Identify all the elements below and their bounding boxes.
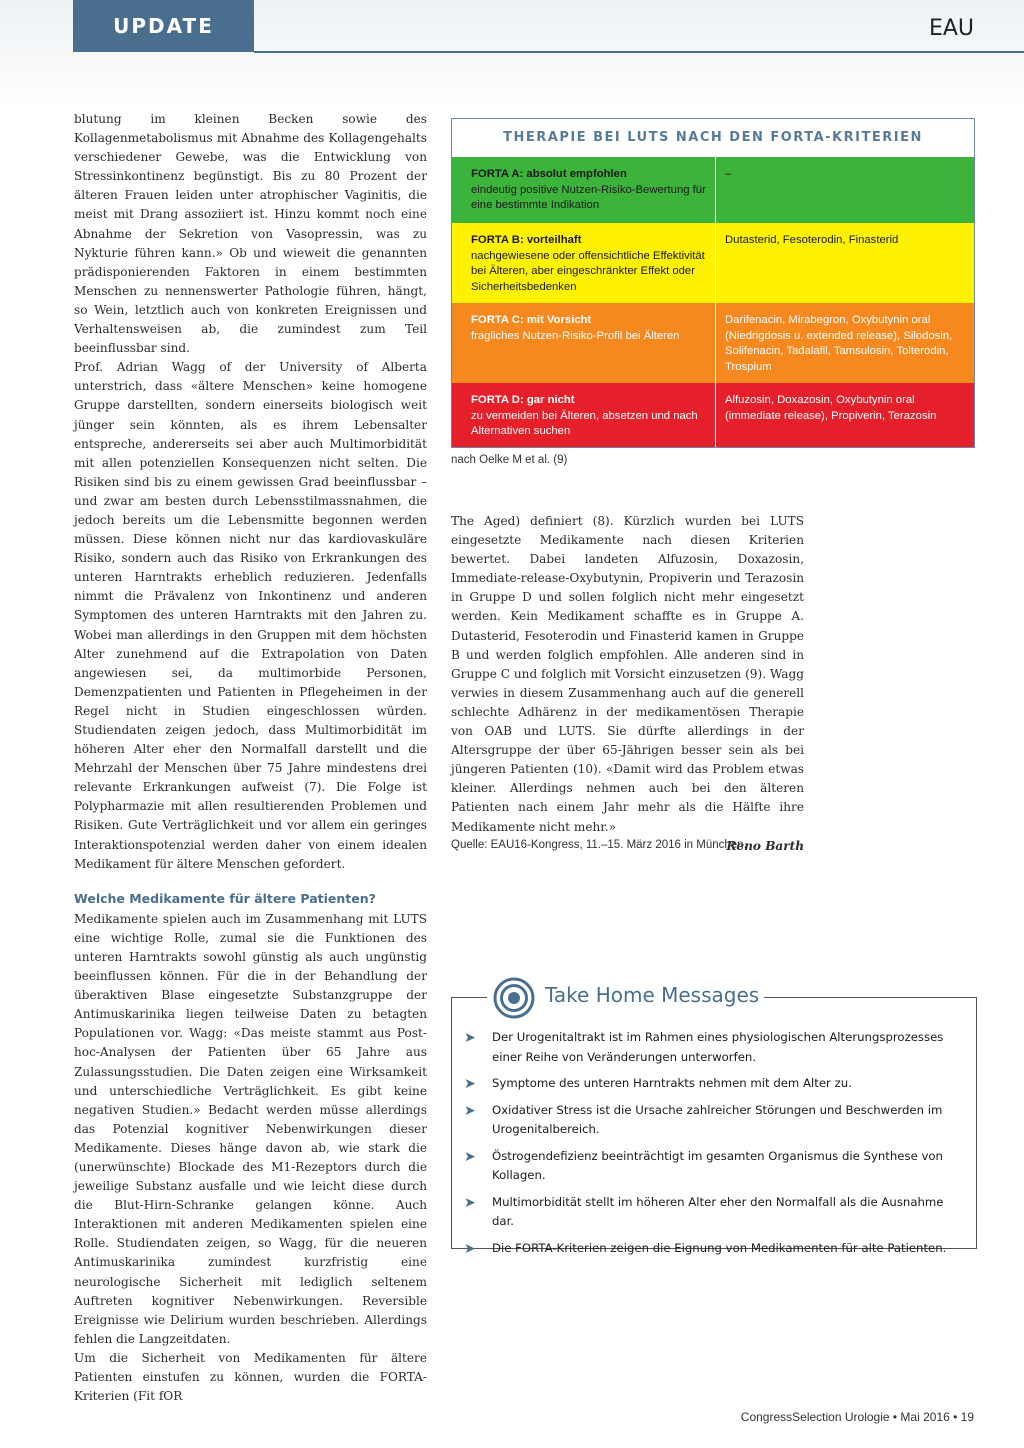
message-text: Der Urogenitaltrakt ist im Rahmen eines physiologischen Alterungsprozesses einer Reihe von Veränderungen unterworfen.: [492, 1030, 944, 1064]
left-column: [74, 110, 427, 1406]
section-subheading: Welche Medikamente für ältere Patienten?: [74, 890, 376, 906]
forta-level: FORTA A: absolut empfohlen: [471, 168, 627, 180]
arrow-icon: ➤: [464, 1240, 476, 1257]
body-paragraph: Medikamente spielen auch im Zusammenhang mit LUTS eine wichtige Rolle, zumal sie die Funktionen des unteren Harntrakts sowohl günstig als auch ungünstig beeinflussen können. Für die in der Behandlung der überaktiven Blase eingesetzte Substanzgruppe der Antimuskarinika liegen teilweise Daten zu betagten Populationen vor. Wagg: «Das meiste stammt aus Post-hoc-Analysen der Patienten über 65 Jahre aus Zulassungsstudien. Die Daten zeigen eine Wirksamkeit und unterschiedliche Verträglichkeit. Es gibt keine negativen Studien.» Bedacht werden müsse allerdings das Potenzial kognitiver Nebenwirkungen dieser Medikamente. Dieses hänge davon ab, wie stark die (unerwünschte) Blockade des M1-Rezeptors durch die jeweilige Substanz ausfalle und wie leicht diese durch die Blut-Hirn-Schranke gelangen könne. Auch Interaktionen mit anderen Medikamenten spielen eine Rolle. Studiendaten zeigen, so Wagg, für die neueren Antimuskarinika zumindest kurzfristig eine neurologische Sicherheit mit lediglich seltenem Auftreten kognitiver Nebenwirkungen. Reversible Ereignisse wie Delirium wurden beschrieben. Allerdings fehlen die Langzeitdaten.: [74, 911, 427, 1346]
forta-description: fragliches Nutzen-Risiko-Profil bei Älteren: [471, 329, 680, 342]
list-item: [464, 1101, 964, 1140]
forta-description: nachgewiesene oder offensichtliche Effektivität bei Älteren, aber eingeschränkter Effekt oder Sicherheitsbedenken: [471, 249, 705, 293]
forta-description: zu vermeiden bei Älteren, absetzen und nach Alternativen suchen: [471, 409, 698, 437]
table-caption: nach Oelke M et al. (9): [451, 454, 568, 466]
table-row-forta-c: [452, 303, 974, 383]
message-text: Die FORTA-Kriterien zeigen die Eignung von Medikamenten für alte Patienten.: [492, 1240, 947, 1255]
list-item: [464, 1074, 964, 1094]
forta-level: FORTA C: mit Vorsicht: [471, 314, 592, 326]
arrow-icon: ➤: [464, 1194, 476, 1211]
table-title: THERAPIE BEI LUTS NACH DEN FORTA-KRITERIEN: [503, 130, 923, 145]
message-text: Multimorbidität stellt im höheren Alter eher den Normalfall als die Ausnahme dar.: [492, 1194, 944, 1228]
arrow-icon: ➤: [464, 1030, 476, 1046]
page-header: [0, 0, 1024, 52]
forta-level: FORTA D: gar nicht: [471, 394, 575, 406]
take-home-list: [464, 1028, 964, 1265]
table-row-forta-b: [452, 223, 974, 303]
forta-drugs: Alfuzosin, Doxazosin, Oxybutynin oral (immediate release), Propiverin, Terazosin: [725, 394, 937, 422]
forta-category-cell: [452, 223, 716, 303]
target-icon: [493, 977, 535, 1019]
page-footer: CongressSelection Urologie • Mai 2016 • 19: [740, 1410, 974, 1424]
forta-category-cell: [452, 303, 716, 383]
list-item: [464, 1147, 964, 1186]
forta-level: FORTA B: vorteilhaft: [471, 234, 582, 246]
take-home-title: Take Home Messages: [545, 983, 760, 1007]
list-item: [464, 1028, 964, 1067]
table-row-forta-a: [452, 157, 974, 223]
section-tab: UPDATE: [73, 0, 254, 52]
author-name: Reno Barth: [726, 838, 804, 853]
forta-category-cell: [452, 157, 716, 223]
body-paragraph: The Aged) definiert (8). Kürzlich wurden bei LUTS eingesetzte Medikamente nach diesen Kriterien bewertet. Dabei landeten Alfuzosin, Doxazosin, Immediate-release-Oxybutynin, Propiverin und Terazosin in Gruppe D und sollen folglich nicht mehr eingesetzt werden. Kein Medikament schaffte es in Gruppe A. Dutasterid, Fesoterodin und Finasterid kamen in Gruppe B und werden folglich empfohlen. Alle anderen sind in Gruppe C und folglich mit Vorsicht einzusetzen (9). Wagg verwies in diesem Zusammenhang auch auf die generell schlechte Adhärenz in der medikamentösen Therapie von OAB und LUTS. Sie dürfte allerdings in der Altersgruppe der über 65-Jährigen besser sein als bei jüngeren Patienten (10). «Damit wird das Problem etwas kleiner. Allerdings nehmen auch bei den älteren Patienten nach einem Jahr mehr als die Hälfte ihre Medikamente nicht mehr.»: [451, 514, 804, 834]
body-paragraph: Prof. Adrian Wagg of der University of Alberta unterstrich, dass «ältere Menschen» keine homogene Gruppe darstellten, sondern einerseits biologisch weit jünger sein könnten, als es ihrem Lebensalter entspreche, andererseits sei aber auch Multimorbidität mit allen potenziellen Konsequenzen nicht selten. Die Risiken sind bis zu einem gewissen Grad beeinflussbar – und zwar am besten durch Lebensstilmassnahmen, die jedoch bereits um die Lebensmitte begonnen werden müssen. Diese können nicht nur das kardiovaskuläre Risiko, sondern auch das Risiko von Erkrankungen des unteren Harntrakts erheblich reduzieren. Jedenfalls nimmt die Prävalenz von Inkontinenz und anderen Symptomen des unteren Harntrakts mit den Jahren zu. Wobei man allerdings in den Gruppen mit dem höchsten Alter zunehmend auf die Extrapolation von Daten angewiesen sei, da multimorbide Personen, Demenzpatienten und Patienten in Pflegeheimen in der Regel nicht in Studien eingeschlossen würden. Studiendaten zeigen jedoch, dass Multimorbidität im höheren Alter eher den Normalfall darstellt und die Mehrzahl der Menschen über 75 Jahre mindestens drei relevante Erkrankungen aufweist (7). Die Folge ist Polypharmazie mit allen resultierenden Problemen und Risiken. Gute Verträglichkeit und vor allem ein geringes Interaktionspotenzial werden daher von einem idealen Medikament für ältere Menschen gefordert.: [74, 360, 427, 871]
forta-table: [451, 118, 975, 448]
body-paragraph: blutung im kleinen Becken sowie des Kollagenmetabolismus mit Abnahme des Kollagengehalts verschiedener Gewebe, was die Entwicklung von Stressinkontinenz begünstigt. Bis zu 80 Prozent der älteren Frauen leiden unter atrophischer Vaginitis, die meist mit Drang assoziiert ist. Hinzu kommt noch eine Abnahme der Sekretion von Vasopressin, was zu Nykturie führen kann.» Ob und wieweit die genannten prädisponierenden Faktoren in einem bestimmten Menschen zu nennenswerter Pathologie führen, hängt, so Wein, letztlich auch von konkreten Ereignissen und Verhaltensweisen ab, die zumindest zum Teil beeinflussbar sind.: [74, 112, 427, 356]
list-item: [464, 1239, 964, 1259]
category-label: EAU: [928, 16, 974, 41]
forta-description: eindeutig positive Nutzen-Risiko-Bewertung für eine bestimmte Indikation: [471, 183, 706, 211]
header-rule: [254, 51, 1024, 53]
forta-drugs: –: [725, 168, 732, 180]
message-text: Symptome des unteren Harntrakts nehmen mit dem Alter zu.: [492, 1076, 852, 1090]
source-note: Quelle: EAU16-Kongress, 11.–15. März 2016 in München.: [451, 839, 747, 851]
forta-drugs: Darifenacin, Mirabegron, Oxybutynin oral (Niedrigdosis u. extended release), Silodosin, Solifenacin, Tadalafil, Tamsulosin, Tolterodin, Trospium: [725, 314, 953, 373]
arrow-icon: ➤: [464, 1076, 476, 1092]
arrow-icon: ➤: [464, 1148, 476, 1165]
forta-category-cell: [452, 383, 716, 447]
table-row-forta-d: [452, 383, 974, 447]
forta-drugs: Dutasterid, Fesoterodin, Finasterid: [725, 234, 899, 246]
message-text: Oxidativer Stress ist die Ursache zahlreicher Störungen und Beschwerden im Urogenitalbereich.: [492, 1102, 943, 1136]
arrow-icon: ➤: [464, 1102, 476, 1119]
list-item: [464, 1193, 964, 1232]
middle-column: [451, 512, 804, 856]
body-paragraph: Um die Sicherheit von Medikamenten für ältere Patienten einstufen zu können, wurden die FORTA-Kriterien (Fit fOR: [74, 1350, 427, 1404]
message-text: Östrogendefizienz beeinträchtigt im gesamten Organismus die Synthese von Kollagen.: [492, 1148, 943, 1182]
